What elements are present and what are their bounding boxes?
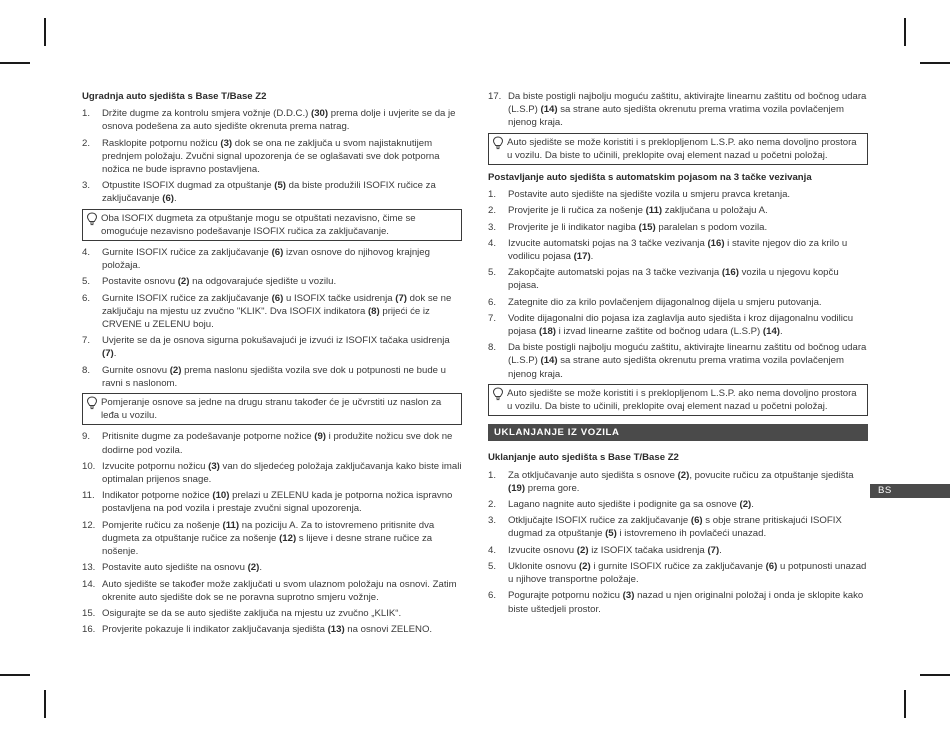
- list-item: [82, 275, 462, 288]
- step-number: 4.: [82, 247, 91, 259]
- step-text: Zategnite dio za krilo povlačenjem dijagonalnog dijela u smjeru putovanja.: [508, 296, 822, 308]
- part-reference: (6): [690, 515, 703, 527]
- part-reference: (14): [540, 104, 558, 116]
- step-text: Provjerite je li ručica za nošenje: [508, 205, 646, 217]
- step-text: nazad u njen originalni položaj i onda je sklopite kako biste uštedjeli prostor.: [508, 590, 864, 615]
- list-item: [488, 560, 868, 586]
- note-text: Pomjeranje osnove sa jedne na drugu stranu također će je učvrstiti uz naslon za leđa u vozilu.: [101, 397, 442, 422]
- step-number: 3.: [488, 515, 497, 527]
- list-item: [488, 498, 868, 511]
- step-text: , povucite ručicu za otpuštanje sjedišta: [689, 469, 854, 481]
- crop-mark: [920, 674, 950, 676]
- step-text: Uvjerite se da je osnova sigurna pokušavajući je izvući iz ISOFIX tačaka usidrenja: [102, 335, 450, 347]
- step-text: i produžite nožicu sve dok ne dodirne pod vozila.: [102, 431, 453, 456]
- note-box: [82, 209, 462, 241]
- lightbulb-icon: [86, 212, 98, 226]
- crop-mark: [0, 674, 30, 676]
- part-reference: (13): [327, 624, 345, 636]
- step-number: 6.: [488, 590, 497, 602]
- list-item: [488, 514, 868, 540]
- list-item: [82, 137, 462, 177]
- step-text: dok se ona ne zaključa u svom najistaknutijem prednjem položaju. Zvučni signal upozorenja će se oglašavati sve dok potporna nožica ne bude ispravno postavljena.: [102, 137, 440, 176]
- list-item: [488, 544, 868, 557]
- step-text: prema dolje i uvjerite se da je osnova podešena za auto sjedište okrenuta prema natrag.: [102, 108, 456, 133]
- part-reference: (7): [707, 544, 720, 556]
- list-item: [488, 204, 868, 217]
- step-number: 11.: [82, 490, 95, 502]
- part-reference: (2): [739, 499, 752, 511]
- step-text: i gurnite ISOFIX ručice za zaključavanje: [590, 560, 766, 572]
- step-number: 15.: [82, 607, 96, 619]
- lightbulb-icon: [86, 396, 98, 410]
- step-text: izvan osnove do njihovog krajnjeg položaja.: [102, 247, 430, 272]
- list-item: [82, 623, 462, 636]
- part-reference: (6): [765, 560, 778, 572]
- left-column: [82, 90, 462, 639]
- note-text: Oba ISOFIX dugmeta za otpuštanje mogu se otpuštati nezavisno, čime se omogućuje nezavisno podešavanje ISOFIX ručica za zaključavanje.: [101, 212, 416, 237]
- part-reference: (2): [677, 469, 690, 481]
- step-number: 3.: [488, 221, 497, 233]
- step-text: Uklonite osnovu: [508, 560, 579, 572]
- step-text: .: [259, 562, 263, 574]
- part-reference: (8): [367, 305, 380, 317]
- part-reference: (2): [169, 364, 182, 376]
- list-item: [82, 430, 462, 456]
- step-number: 6.: [488, 296, 497, 308]
- right-column: [488, 90, 868, 619]
- part-reference: (2): [578, 560, 591, 572]
- step-number: 16.: [82, 624, 96, 636]
- step-number: 13.: [82, 562, 96, 574]
- part-reference: (2): [177, 276, 190, 288]
- step-text: Indikator potporne nožice: [102, 490, 213, 502]
- step-number: 10.: [82, 460, 96, 472]
- step-number: 14.: [82, 578, 96, 590]
- step-text: Izvucite potpornu nožicu: [102, 460, 209, 472]
- step-number: 5.: [488, 267, 497, 279]
- list-item: [488, 237, 868, 263]
- step-text: Pritisnite dugme za podešavanje potporne nožice: [102, 431, 315, 443]
- part-reference: (19): [508, 482, 526, 494]
- lightbulb-icon: [492, 387, 504, 401]
- list-item: [82, 107, 462, 133]
- part-reference: (2): [576, 544, 589, 556]
- step-text: i istovremeno ih povlačeći unazad.: [616, 528, 767, 540]
- step-text: zaključana u položaju A.: [662, 205, 768, 217]
- note-text: Auto sjedište se može koristiti i s preklopljenom L.S.P. ako nema dovoljno prostora u vozilu. Da biste to učinili, preklopite ovaj element nazad u početni položaj.: [507, 387, 857, 413]
- step-number: 5.: [488, 560, 497, 572]
- list-item: [488, 221, 868, 234]
- part-reference: (2): [247, 562, 260, 574]
- section-title-bar: UKLANJANJE IZ VOZILA: [488, 424, 868, 441]
- section-heading: Postavljanje auto sjedišta s automatskim pojasom na 3 tačke vezivanja: [488, 172, 812, 184]
- step-text: u potpunosti unazad u njihove transportne položaje.: [508, 560, 867, 586]
- part-reference: (10): [212, 490, 230, 502]
- step-text: Gurnite ISOFIX ručice za zaključavanje: [102, 247, 272, 259]
- crop-mark: [0, 62, 30, 64]
- note-box: [488, 384, 868, 416]
- list-item: [82, 561, 462, 574]
- crop-mark: [904, 18, 906, 46]
- part-reference: (7): [102, 348, 114, 360]
- step-text: .: [590, 251, 594, 263]
- step-text: dok se ne zaključaju na mjestu uz zvučno "KLIK". Dva ISOFIX indikatora: [102, 292, 452, 317]
- step-text: sa strane auto sjedišta okrenutu prema vratima vozila povlačenjem njenog kraja.: [508, 104, 844, 129]
- list-item: [82, 578, 462, 604]
- part-reference: (17): [573, 251, 591, 263]
- list-item: [82, 460, 462, 486]
- list-item: [82, 519, 462, 559]
- step-number: 6.: [82, 292, 91, 304]
- step-text: Rasklopite potpornu nožicu: [102, 137, 221, 149]
- step-text: Da biste postigli najbolju moguću zaštitu, aktivirajte linearnu zaštitu od bočnog udara (L.S.P): [508, 91, 867, 116]
- step-text: .: [174, 193, 177, 205]
- step-text: Da biste postigli najbolju moguću zaštitu, aktivirajte linearnu zaštitu od bočnog udara (L.S.P): [508, 342, 867, 367]
- list-item: [82, 246, 462, 272]
- step-text: Auto sjedište se također može zaključati u svom ulaznom položaju na osnovi. Zatim okrenite auto sjedište dok se ne poravna suprotno smjeru vožnje.: [102, 578, 457, 603]
- part-reference: (16): [721, 267, 739, 279]
- step-number: 1.: [82, 108, 91, 120]
- list-item: [488, 469, 868, 495]
- crop-mark: [904, 690, 906, 718]
- step-text: prijeći će iz CRVENE u ZELENU boju.: [102, 305, 430, 331]
- part-reference: (16): [707, 237, 725, 249]
- step-text: .: [113, 348, 117, 360]
- part-reference: (3): [220, 137, 233, 149]
- steps-list: [488, 469, 868, 616]
- step-text: Za otključavanje auto sjedišta s osnove: [508, 469, 678, 481]
- step-text: s obje strane pritiskajući ISOFIX dugmad za otpuštanje: [508, 515, 842, 540]
- part-reference: (11): [222, 519, 240, 531]
- step-text: .: [719, 544, 722, 556]
- step-text: Izvucite osnovu: [508, 544, 577, 556]
- step-text: Pogurajte potpornu nožicu: [508, 590, 623, 602]
- list-item: [82, 179, 462, 205]
- part-reference: (6): [271, 292, 284, 304]
- steps-list: [82, 246, 462, 390]
- step-text: Postavite osnovu: [102, 276, 178, 288]
- step-text: Lagano nagnite auto sjedište i podignite ga sa osnove: [508, 499, 740, 511]
- steps-list: [82, 107, 462, 205]
- step-number: 12.: [82, 519, 96, 531]
- step-text: Gurnite osnovu: [102, 364, 170, 376]
- part-reference: (15): [638, 221, 656, 233]
- step-text: Izvucite automatski pojas na 3 tačke vezivanja: [508, 237, 708, 249]
- step-text: iz ISOFIX tačaka usidrenja: [588, 544, 708, 556]
- list-item: [488, 312, 868, 338]
- crop-mark: [44, 690, 46, 718]
- note-box: [82, 393, 462, 425]
- step-text: na osnovi ZELENO.: [344, 624, 433, 636]
- step-text: Otpustite ISOFIX dugmad za otpuštanje: [102, 180, 275, 192]
- step-number: 4.: [488, 544, 497, 556]
- step-text: Pomjerite ručicu za nošenje: [102, 519, 223, 531]
- list-item: [488, 188, 868, 201]
- step-text: Provjerite je li indikator nagiba: [508, 221, 639, 233]
- list-item: [82, 292, 462, 332]
- step-text: i izvad linearne zaštite od bočnog udara (L.S.P): [556, 326, 763, 338]
- list-item: [488, 296, 868, 309]
- step-number: 17.: [488, 91, 502, 102]
- step-number: 5.: [82, 276, 91, 288]
- part-reference: (6): [162, 193, 174, 205]
- step-text: i stavite njegov dio za krilo u vodilicu pojasa: [508, 237, 848, 263]
- part-reference: (5): [605, 528, 617, 540]
- crop-mark: [44, 18, 46, 46]
- step-number: 2.: [488, 499, 497, 511]
- step-number: 2.: [488, 205, 497, 217]
- steps-list: [488, 90, 868, 130]
- list-item: [488, 341, 868, 381]
- step-text: .: [779, 326, 783, 338]
- step-text: Gurnite ISOFIX ručice za zaključavanje: [102, 292, 272, 304]
- step-number: 8.: [488, 342, 497, 354]
- list-item: [488, 589, 868, 615]
- step-text: prema gore.: [525, 482, 580, 494]
- part-reference: (5): [274, 180, 286, 192]
- step-number: 8.: [82, 364, 91, 376]
- note-box: [488, 133, 868, 165]
- language-tab: BS: [870, 484, 950, 498]
- step-text: Vodite dijagonalni dio pojasa iza zaglavlja auto sjedišta i kroz dijagonalnu vodilicu pojasa: [508, 312, 854, 338]
- step-text: .: [751, 499, 754, 511]
- step-text: Provjerite pokazuje li indikator zaključavanja sjedišta: [102, 624, 328, 636]
- steps-list: [488, 188, 868, 381]
- step-number: 1.: [488, 189, 497, 201]
- step-number: 1.: [488, 469, 497, 481]
- step-text: van do sljedećeg položaja zaključavanja kako biste imali optimalan prijenos snage.: [102, 460, 462, 486]
- part-reference: (6): [271, 247, 284, 259]
- step-text: vozila u njegovu kopču pojasa.: [508, 267, 839, 292]
- step-text: Osigurajte se da se auto sjedište zaključa na mjestu uz zvučno „KLIK“.: [102, 607, 402, 619]
- part-reference: (3): [208, 460, 220, 472]
- step-text: na odgovarajuće sjedište u vozilu.: [189, 276, 337, 288]
- step-text: prema naslonu sjedišta vozila sve dok u potpunosti ne bude u ravni s naslonom.: [102, 364, 446, 389]
- step-text: s lijeve i desne strane ručice za nošenje.: [102, 532, 433, 558]
- step-number: 4.: [488, 237, 497, 249]
- part-reference: (30): [311, 108, 329, 120]
- step-text: u ISOFIX tačke usidrenja: [283, 292, 396, 304]
- step-text: na poziciju A. Za to istovremeno pritisnite dva dugmeta za otpuštanje ručice za nošenje: [102, 519, 435, 544]
- part-reference: (9): [314, 431, 326, 443]
- list-item: [488, 90, 868, 130]
- list-item: [488, 266, 868, 292]
- lightbulb-icon: [492, 136, 504, 150]
- step-text: Postavite auto sjedište na osnovu: [102, 562, 248, 574]
- step-number: 3.: [82, 180, 91, 192]
- step-text: Zakopčajte automatski pojas na 3 tačke vezivanja: [508, 267, 722, 279]
- step-number: 2.: [82, 137, 91, 149]
- list-item: [82, 489, 462, 515]
- step-text: Otključajte ISOFIX ručice za zaključavanje: [508, 515, 691, 527]
- step-text: prelazi u ZELENU kada je potporna nožica ispravno postavljena na pod vozila i prestaje zvučni signal upozorenja.: [102, 490, 453, 515]
- part-reference: (3): [622, 590, 635, 602]
- part-reference: (7): [395, 292, 408, 304]
- part-reference: (12): [279, 532, 297, 544]
- step-text: da biste produžili ISOFIX ručice za zaključavanje: [102, 180, 436, 205]
- part-reference: (11): [645, 205, 663, 217]
- section-heading: Ugradnja auto sjedišta s Base T/Base Z2: [82, 91, 267, 102]
- step-text: paralelan s podom vozila.: [655, 221, 768, 233]
- part-reference: (18): [538, 326, 556, 338]
- step-text: Postavite auto sjedište na sjedište vozila u smjeru pravca kretanja.: [508, 189, 791, 201]
- steps-list: [82, 430, 462, 636]
- list-item: [82, 607, 462, 620]
- step-text: Držite dugme za kontrolu smjera vožnje (D.D.C.): [102, 108, 311, 120]
- step-number: 9.: [82, 431, 91, 443]
- crop-mark: [920, 62, 950, 64]
- section-heading: Uklanjanje auto sjedišta s Base T/Base Z2: [488, 452, 679, 464]
- step-text: sa strane auto sjedišta okrenutu prema vratima vozila povlačenjem njenog kraja.: [508, 355, 844, 380]
- list-item: [82, 364, 462, 390]
- list-item: [82, 334, 462, 360]
- note-text: Auto sjedište se može koristiti i s preklopljenom L.S.P. ako nema dovoljno prostora u vozilu. Da biste to učinili, preklopite ovaj element nazad u početni položaj.: [507, 136, 857, 161]
- part-reference: (14): [540, 355, 558, 367]
- step-number: 7.: [488, 312, 497, 324]
- part-reference: (14): [762, 326, 780, 338]
- step-number: 7.: [82, 335, 91, 347]
